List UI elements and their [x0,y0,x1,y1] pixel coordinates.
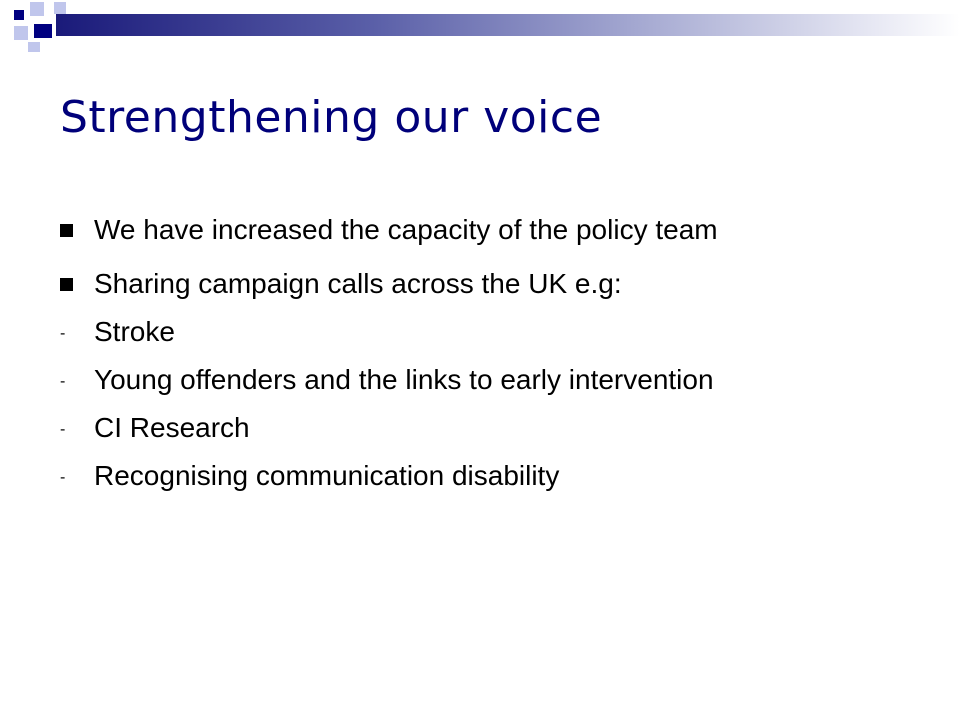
list-item-text: We have increased the capacity of the policy team [94,214,718,245]
header-gradient-bar [56,14,960,36]
list-item [60,267,900,300]
square-bullet-icon [60,278,73,291]
square-bullet-icon [60,224,73,237]
slide-title: Strengthening our voice [60,92,603,143]
dash-bullet-icon: - [60,469,66,486]
header-square-dark-2 [34,24,52,38]
list-item-text: CI Research [94,412,250,443]
header-square-dark-1 [14,10,24,20]
bullet-list [60,213,900,492]
list-item-text: Sharing campaign calls across the UK e.g: [94,268,622,299]
list-item [60,363,900,396]
header-square-light-4 [28,42,40,52]
dash-bullet-icon: - [60,373,66,390]
header-square-light-1 [30,2,44,16]
dash-bullet-icon: - [60,325,66,342]
list-item-text: Recognising communication disability [94,460,560,491]
list-item [60,213,900,246]
header-square-light-2 [54,2,66,14]
dash-bullet-icon: - [60,421,66,438]
list-item [60,459,900,492]
list-item [60,315,900,348]
list-item-text: Young offenders and the links to early intervention [94,364,714,395]
list-item [60,411,900,444]
header-square-light-3 [14,26,28,40]
list-item-text: Stroke [94,316,175,347]
